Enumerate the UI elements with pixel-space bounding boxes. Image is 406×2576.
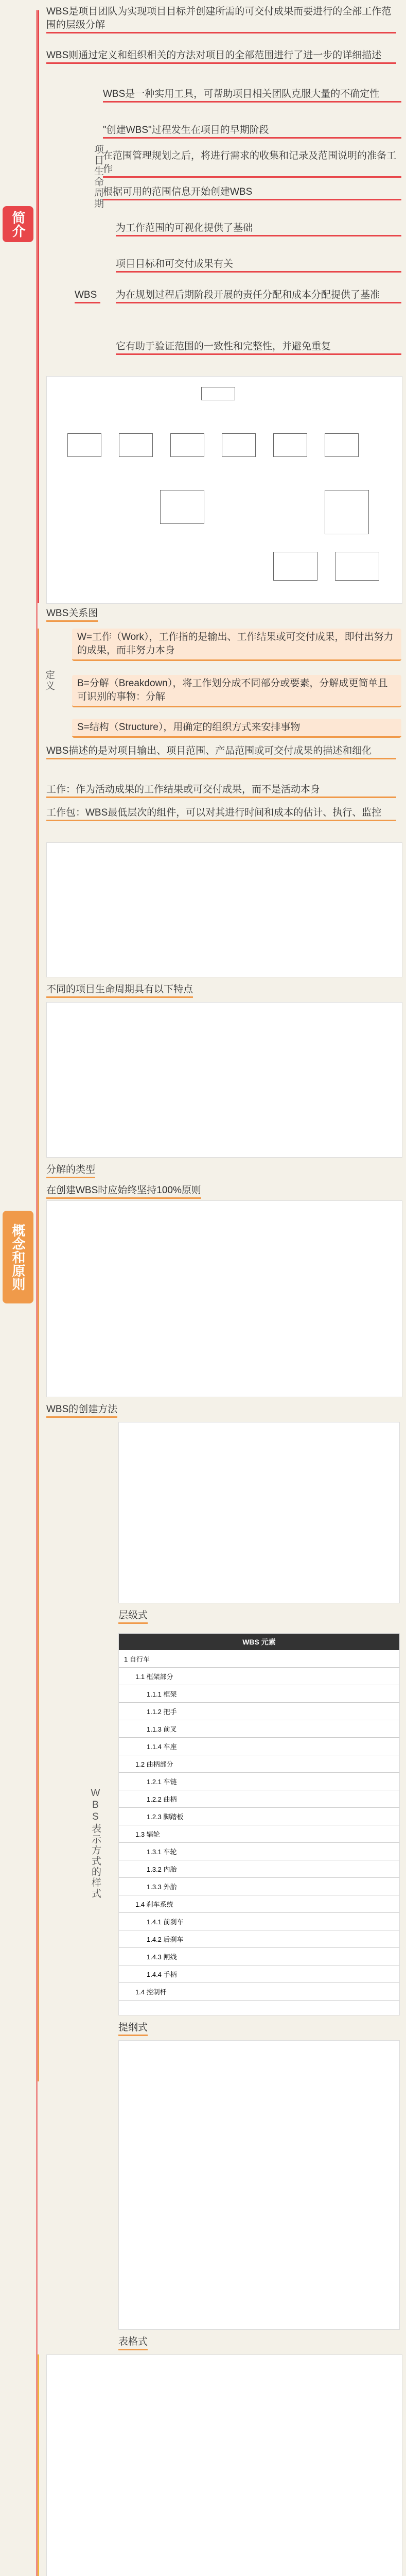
concepts-def3[interactable]: S=结构（Structure），用确定的组织方式来安排事物 [72, 719, 401, 738]
diagram-box-6 [325, 433, 359, 457]
intro-branch [38, 10, 39, 603]
concepts-table3-caption: 在创建WBS时应始终坚持100%原则 [46, 1182, 201, 1199]
concepts-tree-caption: 层级式 [118, 1607, 148, 1624]
intro-lead2[interactable]: WBS则通过定义和组织相关的方法对项目的全部范围进行了进一步的详细描述 [46, 49, 396, 64]
outline-item: 1.4 控制杆 [119, 1983, 399, 2001]
outline-item: 1.4.4 手柄 [119, 1965, 399, 1983]
diagram-box-7 [160, 490, 204, 524]
diagram-box-9 [273, 552, 317, 581]
outline-item: 1 自行车 [119, 1650, 399, 1668]
diagram-root-box [201, 387, 235, 400]
intro-wbs-label: WBS [75, 289, 100, 303]
diagram-box-4 [222, 433, 256, 457]
outline-item: 1.1.4 车座 [119, 1738, 399, 1755]
diagram-box-2 [119, 433, 153, 457]
outline-item: 1.2.1 车链 [119, 1773, 399, 1790]
intro-diagram-caption: WBS关系图 [46, 605, 98, 622]
intro-wbs-item3[interactable]: 为在规划过程后期阶段开展的责任分配和成本分配提供了基准 [116, 289, 401, 303]
outline-item: 1.2 曲柄部分 [119, 1755, 399, 1773]
intro-lifecycle-item3[interactable]: 在范围管理规划之后，将进行需求的收集和记录及范围说明的准备工作 [103, 149, 401, 178]
intro-lifecycle-item1[interactable]: WBS是一种实用工具，可帮助项目相关团队克服大量的不确定性 [103, 88, 401, 103]
outline-item: 1.4.2 后刹车 [119, 1930, 399, 1948]
concepts-repr-label: WBS表示方式的样式 [90, 1788, 101, 1899]
concepts-creation-caption: WBS的创建方法 [46, 1401, 117, 1418]
concepts-table2 [46, 1002, 402, 1158]
concepts-outline-caption: 提纲式 [118, 2020, 148, 2036]
concepts-outline [118, 1633, 400, 2015]
outline-item: 1.4.1 前刹车 [119, 1913, 399, 1930]
intro-wbs-item4[interactable]: 它有助于验证范围的一致性和完整性，并避免重复 [116, 340, 401, 355]
outline-item: 1.3 辐轮 [119, 1825, 399, 1843]
relations-branch [38, 2354, 39, 2576]
concepts-tab-diagram [118, 2040, 400, 2330]
concepts-table3 [46, 1200, 402, 1397]
outline-item: 1.1 框架部分 [119, 1668, 399, 1685]
outline-item: 1.3.1 车轮 [119, 1843, 399, 1860]
outline-item: 1.2.2 曲柄 [119, 1790, 399, 1808]
concepts-def1[interactable]: W=工作（Work），工作指的是输出、工作结果或可交付成果，即付出努力的成果，而非努力本身 [72, 629, 401, 661]
concepts-tab-caption: 表格式 [118, 2334, 148, 2350]
outline-header: WBS 元素 [119, 1634, 399, 1650]
outline-list [119, 1650, 399, 2001]
concepts-def-label: 定义 [44, 670, 55, 691]
intro-lifecycle-item4[interactable]: 根据可用的范围信息开始创建WBS [103, 185, 401, 200]
concepts-tree-diagram [118, 1422, 400, 1603]
outline-item: 1.4.3 闸线 [119, 1948, 399, 1965]
concepts-table2-caption: 分解的类型 [46, 1162, 95, 1178]
section-intro[interactable]: 简介 [3, 206, 33, 242]
concepts-table1 [46, 842, 402, 977]
intro-wbs-item2[interactable]: 项目目标和可交付成果有关 [116, 258, 401, 273]
outline-item: 1.1.3 前叉 [119, 1720, 399, 1738]
intro-wbs-item1[interactable]: 为工作范围的可视化提供了基础 [116, 222, 401, 236]
intro-lifecycle-item2[interactable]: "创建WBS"过程发生在项目的早期阶段 [103, 124, 401, 139]
concepts-desc3[interactable]: 工作包：WBS最低层次的组件，可以对其进行时间和成本的估计、执行、监控 [46, 806, 396, 821]
intro-lead1[interactable]: WBS是项目团队为实现项目目标并创建所需的可交付成果而要进行的全部工作范围的层级分解 [46, 5, 396, 33]
outline-item: 1.3.2 内胎 [119, 1860, 399, 1878]
outline-item: 1.2.3 脚踏板 [119, 1808, 399, 1825]
diagram-box-8 [325, 490, 369, 534]
outline-item: 1.1.1 框架 [119, 1685, 399, 1703]
intro-lifecycle-label: 项目生命周期 [93, 144, 103, 209]
diagram-box-3 [170, 433, 204, 457]
diagram-box-1 [67, 433, 101, 457]
concepts-branch [38, 629, 39, 2081]
outline-item: 1.3.3 外胎 [119, 1878, 399, 1895]
concepts-desc2[interactable]: 工作：作为活动成果的工作结果或可交付成果，而不是活动本身 [46, 783, 396, 798]
concepts-def2[interactable]: B=分解（Breakdown），将工作划分成不同部分或要素，分解成更简单且可识别的事物：分解 [72, 675, 401, 707]
section-concepts[interactable]: 概念和原则 [3, 1211, 33, 1303]
diagram-box-5 [273, 433, 307, 457]
wbs-relationship-diagram [46, 376, 402, 604]
concepts-table1-caption: 不同的项目生命周期具有以下特点 [46, 981, 193, 998]
relations-table [46, 2354, 402, 2576]
outline-item: 1.4 刹车系统 [119, 1895, 399, 1913]
outline-item: 1.1.2 把手 [119, 1703, 399, 1720]
concepts-desc1[interactable]: WBS描述的是对项目输出、项目范围、产品范围或可交付成果的描述和细化 [46, 744, 396, 759]
diagram-box-10 [335, 552, 379, 581]
